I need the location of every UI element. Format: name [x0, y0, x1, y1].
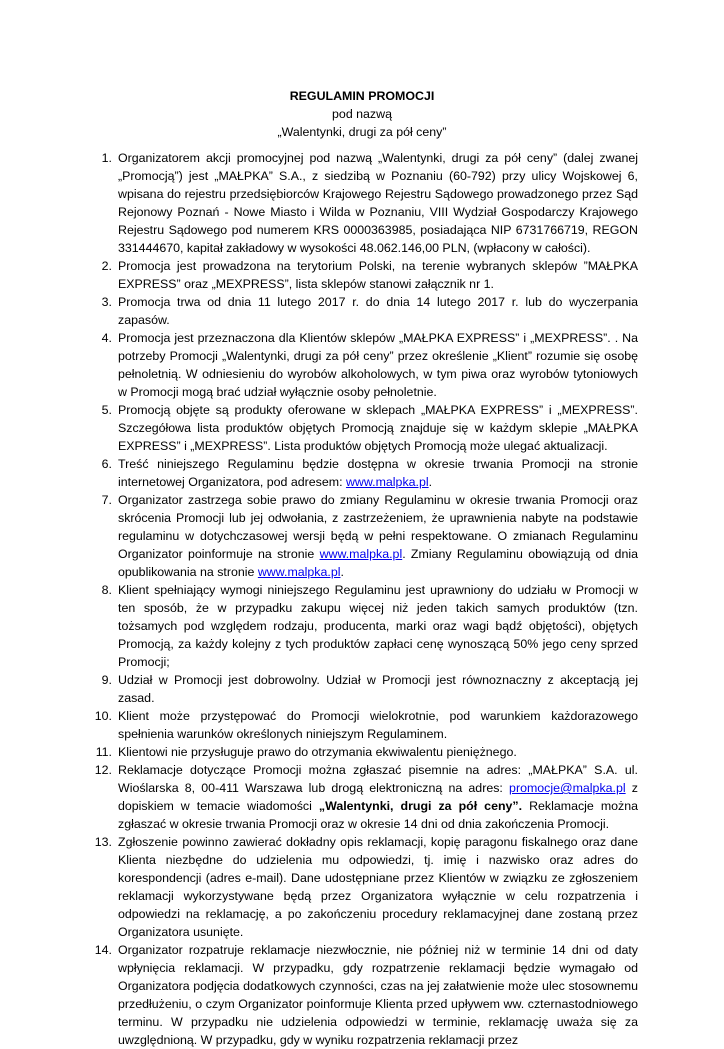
rule-item: 5. Promocją objęte są produkty oferowane w sklepach „MAŁPKA EXPRESS” i „MEXPRESS”. Szczegółowa lista produktów objętych Promocją znajduje się w każdym sklepie „MAŁPKA EXPRESS” i „MEXPRESS”. Lista produktów objętych Promocją może ulegać aktualizacji. — [101, 403, 638, 453]
document-title: REGULAMIN PROMOCJI — [289, 89, 435, 103]
rule-item: 12. Reklamacje dotyczące Promocji można zgłaszać pisemnie na adres: „MAŁPKA” S.A. ul. Wioślarska 8, 00-411 Warszawa lub drogą elektroniczną na adres: promocje@malpka.pl z dopiskiem w temacie wiadomości „Walentynki, drugi za pół ceny”. Reklamacje można zgłaszać w okresie trwania Promocji oraz w okresie 14 dni od dnia zakończenia Promocji. — [94, 763, 639, 831]
rule-item: 14. Organizator rozpatruje reklamacje niezwłocznie, nie później niż w terminie 14 dni od daty wpłynięcia reklamacji. W przypadku, gdy rozpatrzenie reklamacji będzie wymagało od Organizatora podjęcia dodatkowych czynności, czas na jej załatwienie może ulec stosownemu przedłużeniu, o czym Organizator poinformuje Klienta przed upływem ww. czternastodniowego terminu. W przypadku nie udzielenia odpowiedzi w terminie, reklamację uważa się za uwzględnioną. W przypadku, gdy w wyniku rozpatrzenia reklamacji przez — [94, 943, 638, 1047]
rule-item: 6. Treść niniejszego Regulaminu będzie dostępna w okresie trwania Promocji na stronie internetowej Organizatora, pod adresem: www.malpka.pl. — [101, 457, 638, 489]
rule-item: 7. Organizator zastrzega sobie prawo do zmiany Regulaminu w okresie trwania Promocji oraz skrócenia Promocji lub jej odwołania, z zastrzeżeniem, że uprawnienia nabyte na podstawie regulaminu w dotychczasowej wersji będą w pełni respektowane. O zmianach Regulaminu Organizator poinformuje na stronie www.malpka.pl. Zmiany Regulaminu obowiązują od dnia opublikowania na stronie www.malpka.pl. — [101, 493, 638, 579]
rule-item: 4. Promocja jest przeznaczona dla Klientów sklepów „MAŁPKA EXPRESS” i „MEXPRESS”. . Na potrzeby Promocji „Walentynki, drugi za pół ceny” przez określenie „Klient” rozumie się osobę pełnoletnią. W odniesieniu do wyrobów alkoholowych, w tym piwa oraz wyrobów tytoniowych w Promocji mogą brać udział wyłącznie osoby pełnoletnie. — [101, 331, 638, 399]
rule-item: 11. Klientowi nie przysługuje prawo do otrzymania ekwiwalentu pieniężnego. — [95, 745, 517, 759]
document-header — [0, 87, 724, 141]
rule-item: 8. Klient spełniający wymogi niniejszego Regulaminu jest uprawniony do udziału w Promocji w ten sposób, że w przypadku zakupu więcej niż jeden takich samych produktów (tzn. tożsamych pod względem rodzaju, producenta, marki oraz wagi bądź objętości), objętych Promocją, za każdy kolejny z tych produktów zapłaci cenę wynoszącą 50% jego ceny sprzed Promocji; — [101, 583, 638, 669]
promotion-name: „Walentynki, drugi za pół ceny” — [277, 125, 447, 139]
rules-list — [88, 149, 638, 1049]
rule-item: 10. Klient może przystępować do Promocji wielokrotnie, pod warunkiem każdorazowego spełnienia warunków określonych niniejszym Regulaminem. — [94, 709, 638, 741]
promotion-email-link[interactable]: promocje@malpka.pl — [509, 781, 626, 795]
rule-item: 1. Organizatorem akcji promocyjnej pod nazwą „Walentynki, drugi za pół ceny” (dalej zwanej „Promocją”) jest „MAŁPKA” S.A., z siedzibą w Poznaniu (60-792) przy ulicy Wojskowej 6, wpisana do rejestru przedsiębiorców Krajowego Rejestru Sądowego prowadzonego przez Sąd Rejonowy Poznań - Nowe Miasto i Wilda w Poznaniu, VIII Wydział Gospodarczy Krajowego Rejestru Sądowego pod numerem KRS 0000363985, posiadająca NIP 6731766719, REGON 331444670, kapitał zakładowy w wysokości 48.062.146,00 PLN, (wpłacony w całości). — [101, 151, 638, 255]
rule-item: 3. Promocja trwa od dnia 11 lutego 2017 r. do dnia 14 lutego 2017 r. lub do wyczerpania zapasów. — [101, 295, 638, 327]
malpka-website-link[interactable]: www.malpka.pl — [319, 547, 403, 561]
malpka-website-link[interactable]: www.malpka.pl — [345, 475, 429, 489]
malpka-website-link[interactable]: www.malpka.pl — [257, 565, 341, 579]
rule-item: 13. Zgłoszenie powinno zawierać dokładny opis reklamacji, kopię paragonu fiskalnego oraz dane Klienta niezbędne do udzielenia mu odpowiedzi, tj. imię i nazwisko oraz adres do korespondencji (adres e-mail). Dane udostępniane przez Klientów w związku ze zgłoszeniem reklamacji wykorzystywane będą przez Organizatora wyłącznie w celu rozpatrzenia i odpowiedzi na reklamację, a po zakończeniu procedury reklamacyjnej dane zostaną przez Organizatora usunięte. — [94, 835, 638, 939]
rule-item: 9. Udział w Promocji jest dobrowolny. Udział w Promocji jest równoznaczny z akceptacją jej zasad. — [101, 673, 638, 705]
document-subtitle: pod nazwą — [332, 107, 392, 121]
rule-item: 2. Promocja jest prowadzona na terytorium Polski, na terenie wybranych sklepów ”MAŁPKA EXPRESS” oraz „MEXPRESS”, lista sklepów stanowi załącznik nr 1. — [101, 259, 638, 291]
